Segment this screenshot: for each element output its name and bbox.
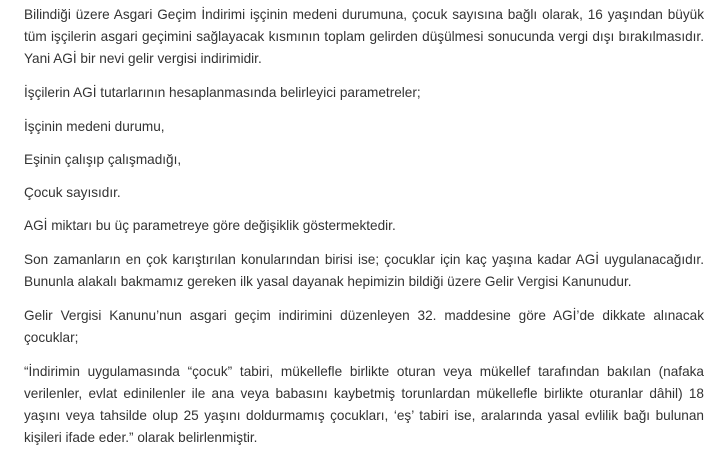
- paragraph-spouse-working: Eşinin çalışıp çalışmadığı,: [24, 152, 182, 167]
- article-body: [24, 4, 704, 461]
- paragraph-parameters-intro: İşçilerin AGİ tutarlarının hesaplanmasında belirleyici parametreler;: [24, 85, 421, 100]
- paragraph-article-32: Gelir Vergisi Kanunu’nun asgari geçim indirimini düzenleyen 32. maddesine göre AGİ’de dikkate alınacak çocuklar;: [24, 308, 704, 345]
- paragraph-agi-varies: AGİ miktarı bu üç parametreye göre değişiklik göstermektedir.: [24, 218, 396, 233]
- paragraph-child-age-question: Son zamanların en çok karıştırılan konularından birisi ise; çocuklar için kaç yaşına kadar AGİ uygulanacağıdır. Bununla alakalı bakmamız gereken ilk yasal dayanak hepimizin bildiği üzere Gelir Vergisi Kanunudur.: [24, 252, 704, 289]
- paragraph-law-quote: “İndirimin uygulamasında “çocuk” tabiri, mükellefle birlikte oturan veya mükellef tarafından bakılan (nafaka verilenler, evlat edinilenler ile ana veya babasını kaybetmiş torunlardan mükellefle birlikte oturanlar dâhil) 18 yaşını veya tahsilde olup 25 yaşını doldurmamış çocukları, ‘eş’ tabiri ise, aralarında yasal evlilik bağı bulunan kişileri ifade eder.” olarak belirlenmiştir.: [24, 364, 704, 445]
- paragraph-child-count: Çocuk sayısıdır.: [24, 185, 121, 200]
- paragraph-marital-status: İşçinin medeni durumu,: [24, 119, 165, 134]
- paragraph-agi-definition: Bilindiği üzere Asgari Geçim İndirimi işçinin medeni durumuna, çocuk sayısına bağlı olarak, 16 yaşından büyük tüm işçilerin asgari geçimini sağlayacak kısmının toplam gelirden düşülmesi sonucunda vergi dışı bırakılmasıdır. Yani AGİ bir nevi gelir vergisi indirimidir.: [24, 7, 704, 66]
